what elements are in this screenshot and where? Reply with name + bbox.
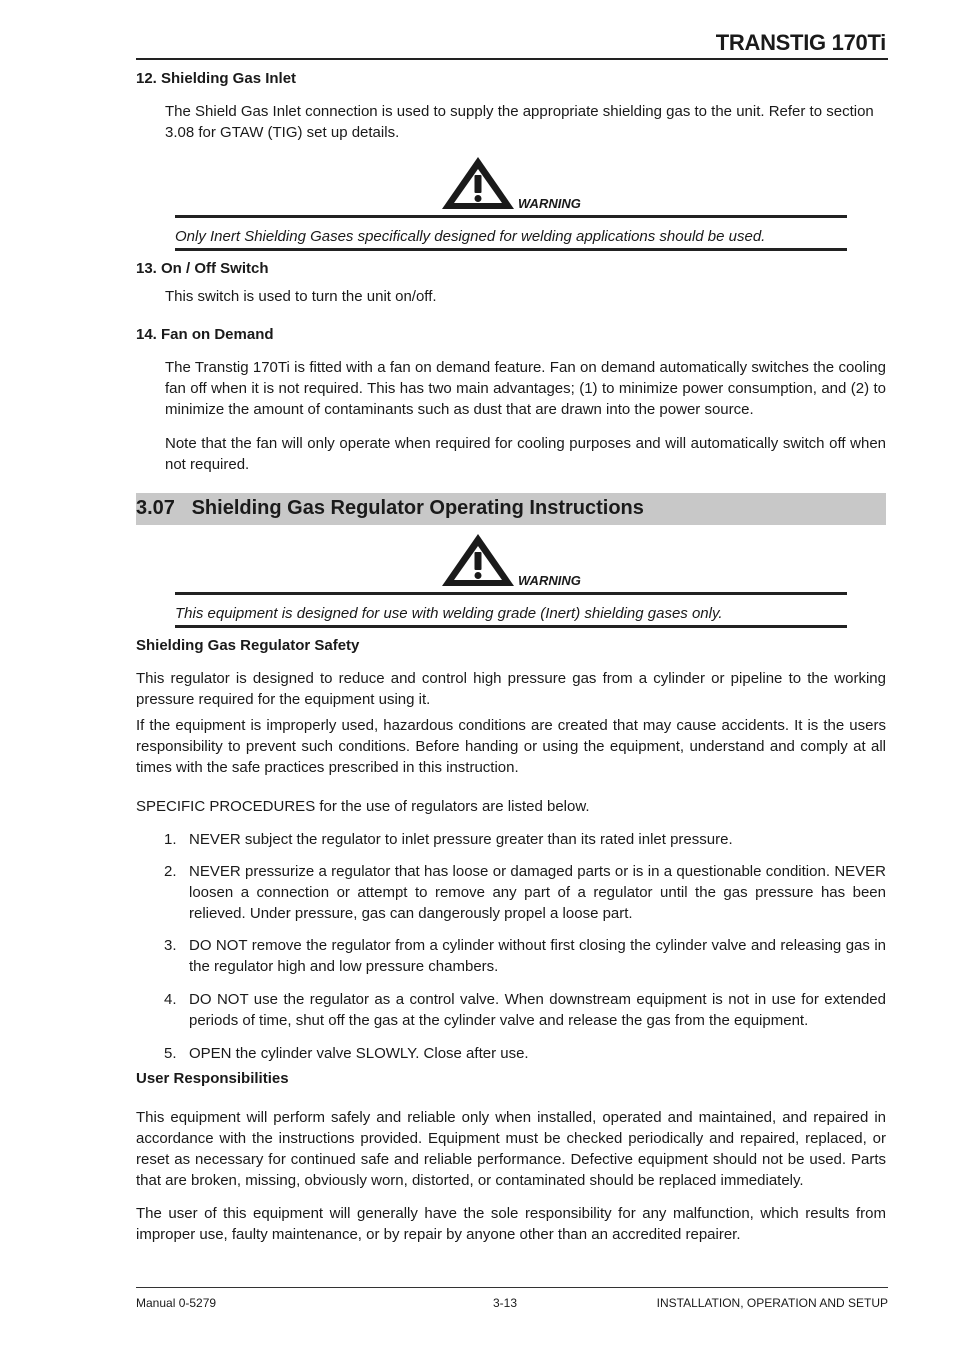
item-14-text-1: The Transtig 170Ti is fitted with a fan on demand feature. Fan on demand automatically switches the cooling fan off when it is not required. This has two main advantages; (1) to minimize power consumption, and (2) to minimize the amount of contaminants such as dust that are drawn into the power source. [165, 359, 886, 418]
list-item-number: 5. [164, 1045, 177, 1062]
footer-manual-number: Manual 0-5279 [136, 1296, 217, 1310]
user-paragraph-2: The user of this equipment will generally have the sole responsibility for any malfunction, which results from improper use, faulty maintenance, or by repair by anyone other than an accredited repairer. [136, 1205, 886, 1243]
user-paragraph-1: This equipment will perform safely and reliable only when installed, operated and maintained, and repaired in accordance with the instructions provided. Equipment must be checked periodically and repaired, replaced, or reset as necessary for continued safe and reliable performance. Defective equipment should not be used. Parts that are broken, missing, obviously worn, distorted, or contaminated should be replaced immediately. [136, 1109, 886, 1189]
document-title: TRANSTIG 170Ti [715, 30, 886, 55]
safety-paragraph-3: SPECIFIC PROCEDURES for the use of regulators are listed below. [136, 798, 590, 815]
list-item-number: 3. [164, 937, 177, 954]
user-heading: User Responsibilities [136, 1070, 289, 1087]
safety-paragraph-1: This regulator is designed to reduce and control high pressure gas from a cylinder or pipeline to the working pressure required for the equipment using it. [136, 670, 886, 708]
list-item: DO NOT remove the regulator from a cylinder without first closing the cylinder valve and releasing gas in the regulator high and low pressure chambers. [189, 937, 886, 975]
warning-icon [440, 155, 516, 216]
warning-text: Only Inert Shielding Gases specifically designed for welding applications should be used. [175, 228, 766, 245]
item-13-text: This switch is used to turn the unit on/off. [165, 288, 437, 305]
footer-divider [136, 1287, 888, 1288]
item-13-heading: 13. On / Off Switch [136, 260, 269, 277]
warning-label: WARNING [518, 573, 581, 588]
warning-label: WARNING [518, 196, 581, 211]
item-12-text: The Shield Gas Inlet connection is used to supply the appropriate shielding gas to the unit. Refer to section 3.08 for GTAW (TIG) set up details. [165, 103, 874, 141]
list-item: OPEN the cylinder valve SLOWLY. Close after use. [189, 1045, 529, 1062]
warning-rule-top [175, 592, 847, 595]
warning-rule-bottom [175, 625, 847, 628]
list-item: NEVER pressurize a regulator that has loose or damaged parts or is in a questionable condition. NEVER loosen a connection or attempt to remove any part of a regulator until the gas pressure has been relieved. Under pressure, gas can dangerously propel a loose part. [189, 863, 886, 922]
item-14-text-2: Note that the fan will only operate when required for cooling purposes and will automatically switch off when not required. [165, 435, 886, 473]
safety-heading: Shielding Gas Regulator Safety [136, 637, 360, 654]
safety-paragraph-2: If the equipment is improperly used, hazardous conditions are created that may cause accidents. It is the users responsibility to prevent such conditions. Before handing or using the equipment, understand and comply at all times with the safe practices prescribed in this instruction. [136, 717, 886, 776]
item-14-heading: 14. Fan on Demand [136, 326, 274, 343]
warning-icon [440, 532, 516, 593]
list-item-number: 1. [164, 831, 177, 848]
section-title: 3.07 Shielding Gas Regulator Operating Instructions [136, 497, 644, 519]
list-item: DO NOT use the regulator as a control valve. When downstream equipment is not in use for extended periods of time, shut off the gas at the cylinder valve and release the gas from the equipment. [189, 991, 886, 1029]
list-item: NEVER subject the regulator to inlet pressure greater than its rated inlet pressure. [189, 831, 733, 848]
footer-chapter: INSTALLATION, OPERATION AND SETUP [656, 1296, 888, 1310]
warning-text: This equipment is designed for use with welding grade (Inert) shielding gases only. [175, 605, 723, 622]
item-12-heading: 12. Shielding Gas Inlet [136, 70, 297, 87]
list-item-number: 4. [164, 991, 177, 1008]
warning-rule-top [175, 215, 847, 218]
header-divider [136, 58, 888, 60]
warning-rule-bottom [175, 248, 847, 251]
footer-page-number: 3-13 [493, 1296, 518, 1310]
list-item-number: 2. [164, 863, 177, 880]
